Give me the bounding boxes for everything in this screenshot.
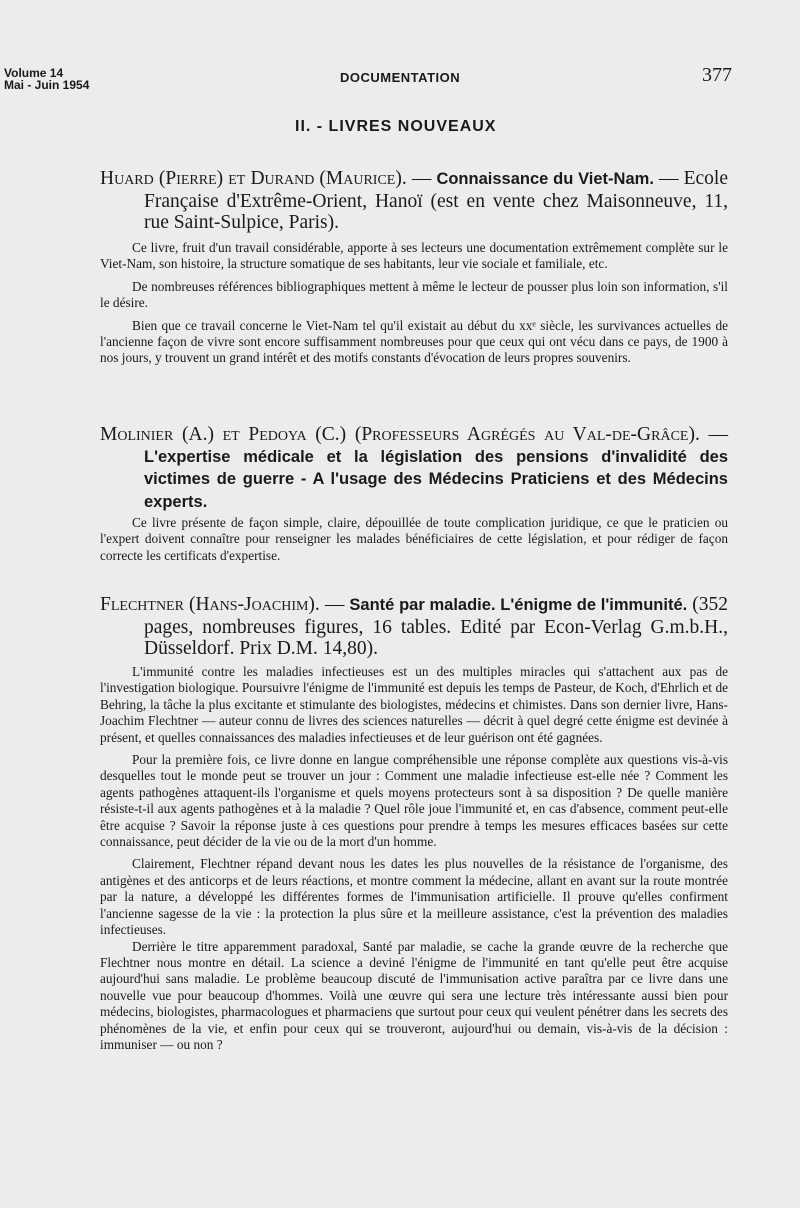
running-title: DOCUMENTATION [340, 70, 461, 85]
book-entry [100, 594, 729, 1052]
book-entry [100, 424, 728, 563]
review-paragraph: Pour la première fois, ce livre donne en langue compréhensible une réponse complète aux questions vis-à-vis desquelles tout le monde peut se trouver un jour : Comment une maladie infectieuse est-elle née ? Comment les agents pathogènes attaquent-ils l'organisme et quels moyens protecteurs sont à sa disposition ? De quelle manière résiste-t-il aux agents pathogènes et à la maladie ? Quel rôle joue l'immunité et, en cas d'absence, comment peut-elle être acquise ? Savoir la réponse juste à ces questions pour prendre à temps les mesures efficaces basées sur cette connaissance, peut décider de la vie ou de la mort d'un homme. [100, 752, 728, 850]
review-paragraph: Clairement, Flechtner répand devant nous les dates les plus nouvelles de la résistance de l'organisme, des antigènes et des anticorps et de leurs réactions, et montre comment la médecine, allant en avant sur la route montrée par la nature, a développé les différentes formes de l'immunisation artificielle. Il prouve qu'elles confirment l'ancienne sagesse de la vie : la protection la plus sûre et la meilleure assistance, c'est la prévention des maladies infectieuses. [100, 856, 728, 938]
book-authors: Huard (Pierre) et Durand (Maurice). — [100, 168, 432, 189]
book-reference [100, 424, 728, 513]
page-number: 377 [702, 64, 732, 86]
book-publication: — Ecole Française d'Extrême-Orient, Hanoï (est en vente chez Maisonneuve, 11, rue Saint-Sulpice, Paris). [144, 168, 729, 233]
book-title: Santé par maladie. L'énigme de l'immunité. [349, 596, 688, 614]
review-paragraph: L'immunité contre les maladies infectieuses est un des multiples miracles qui s'attachent aux pas de l'investigation biologique. Poursuivre l'énigme de l'immunité est depuis les temps de Pasteur, de Koch, d'Ehrlich et de Behring, la tâche la plus excitante et stimulante des biologistes, médecins et chimistes. Dans son dernier livre, Hans-Joachim Flechtner — auteur connu de livres des sciences naturelles — décrit à quel degré cette énigme est devinée à présent, et quelles connaissances des maladies infectieuses et de leur guérison ont été gagnées. [100, 664, 728, 745]
book-reference [100, 594, 728, 660]
book-reference [100, 168, 728, 234]
book-title: L'expertise médicale et la législation des pensions d'invalidité des victimes de guerre - A l'usage des Médecins Praticiens et des Médecins experts. [144, 447, 728, 511]
book-authors: Flechtner (Hans-Joachim). — [100, 594, 345, 615]
book-authors: Molinier (A.) et Pedoya (C.) (Professeurs Agrégés au Val-de-Grâce). — [100, 424, 728, 445]
section-title: II. - LIVRES NOUVEAUX [295, 118, 497, 135]
book-publication: (352 pages, nombreuses figures, 16 tables. Edité par Econ-Verlag G.m.b.H., Düsseldorf. Prix D.M. 14,80). [144, 594, 729, 659]
book-entry [100, 168, 729, 366]
review-paragraph: Ce livre, fruit d'un travail considérable, apporte à ses lecteurs une documentation extrêmement complète sur le Viet-Nam, son histoire, la structure somatique de ses habitants, leur vie sociale et familiale, etc. [100, 240, 728, 272]
volume-info [4, 67, 89, 91]
review-paragraph: De nombreuses références bibliographiques mettent à même le lecteur de pousser plus loin son information, s'il le désire. [100, 278, 728, 311]
issue-label: Mai - Juin 1954 [4, 78, 90, 92]
book-title: Connaissance du Viet-Nam. [436, 170, 654, 188]
volume-label: Volume 14 [4, 66, 64, 80]
review-paragraph: Derrière le titre apparemment paradoxal, Santé par maladie, se cache la grande œuvre de la recherche que Flechtner nous montre en détail. La science a deviné l'énigme de l'immunité en tant qu'elle peut être acquise aujourd'hui sans maladie. Le problème beaucoup discuté de l'immunisation active paraîtra par ce livre dans une nouvelle vue pour beaucoup d'hommes. Voilà une œuvre qui sera une lecture très intéressante aussi bien pour médecins, biologistes, pharmacologues et pharmaciens que surtout pour ceux qui veulent pénétrer dans les secrets des phénomènes de la vie, et enfin pour ceux qui se trouveront, aujourd'hui ou demain, vis-à-vis de la décision : immuniser — ou non ? [100, 938, 728, 1052]
review-paragraph: Bien que ce travail concerne le Viet-Nam tel qu'il existait au début du xxᵉ siècle, les survivances actuelles de l'ancienne façon de vivre sont encore suffisamment nombreuses pour que ceux qui ont vécu dans ce pays, de 1900 à nos jours, y trouvent un grand intérêt et des motifs constants d'évocation de leurs propres souvenirs. [100, 317, 728, 366]
review-paragraph: Ce livre présente de façon simple, claire, dépouillée de toute complication juridique, ce que le praticien ou l'expert doivent connaître pour renseigner les malades bénéficiaires de cette législation, et pour rédiger de façon correcte les certificats d'expertise. [100, 515, 728, 563]
